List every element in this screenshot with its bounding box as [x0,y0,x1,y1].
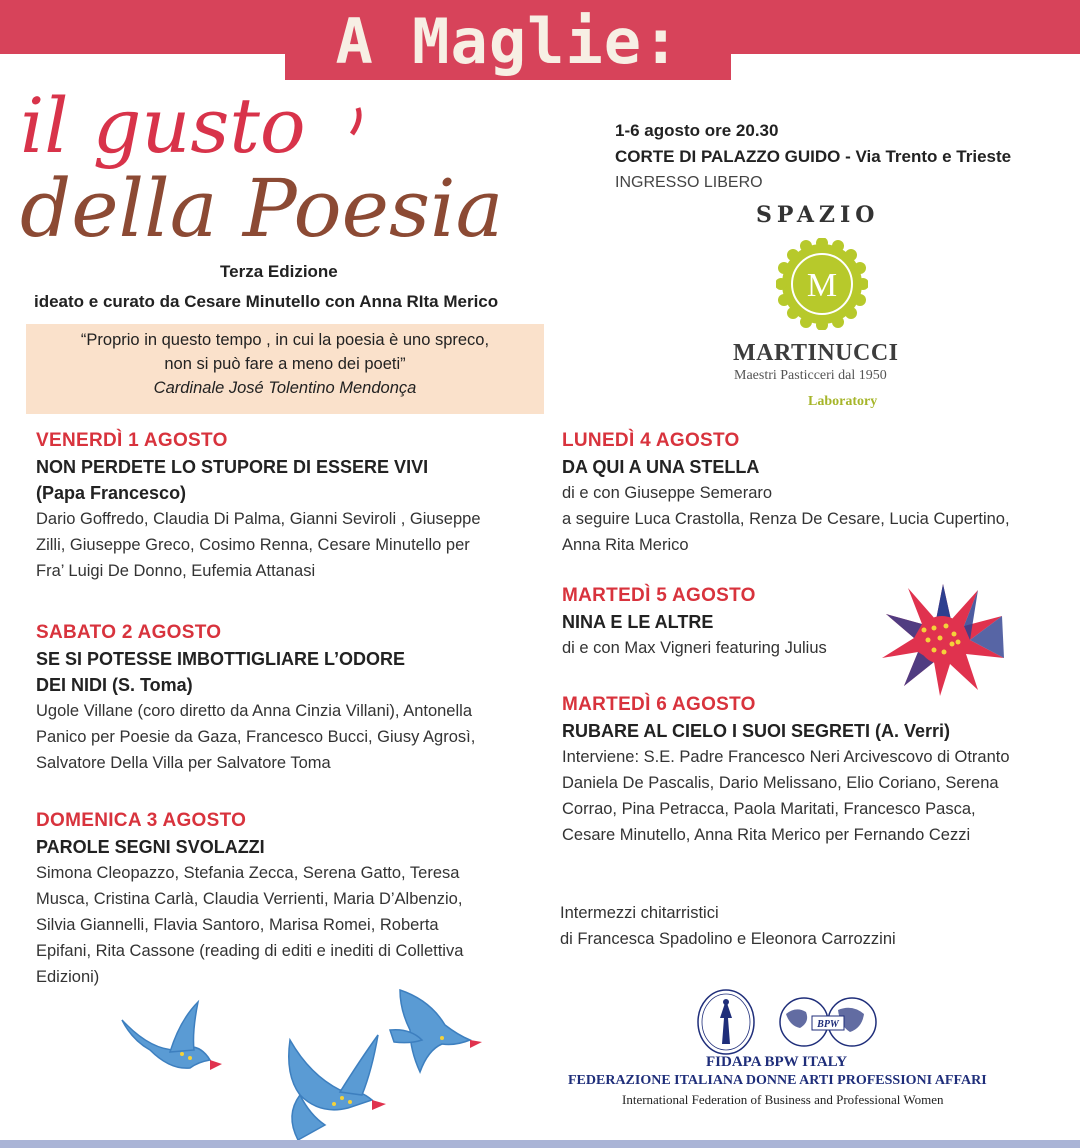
quote-author: Cardinale José Tolentino Mendonça [153,379,417,397]
event-title: SE SI POTESSE IMBOTTIGLIARE L’ODORE [36,649,406,669]
event-date: LUNEDÌ 4 AGOSTO [562,430,740,451]
event-participants: Salvatore Della Villa per Salvatore Toma [36,754,331,772]
quote-line: “Proprio in questo tempo , in cui la poesia è uno spreco, [80,331,490,349]
flower-illustration-icon [878,580,1008,698]
sponsor-laboratory: Laboratory [808,394,878,409]
festival-title-line2: della Poesia [20,162,504,255]
event-participants: Cesare Minutello, Anna Rita Merico per Fernando Cezzi [562,826,971,844]
swallows-illustration-icon [110,980,500,1145]
event-participants: Ugole Villane (coro diretto da Anna Cinzia Villani), Antonella [36,702,472,720]
festival-title [18,88,578,268]
event-day-6 [562,692,1010,848]
fidapa-emblem-icon [698,990,754,1054]
event-title: RUBARE AL CIELO I SUOI SEGRETI (A. Verri) [562,721,951,741]
intermezzi-line: Intermezzi chitarristici [560,904,719,922]
festival-title-line1: il gusto [20,88,306,170]
fidapa-name: FIDAPA BPW ITALY [706,1054,848,1070]
fidapa-international: International Federation of Business and Professional Women [622,1092,944,1107]
event-participants: a seguire Luca Crastolla, Renza De Cesare, Lucia Cupertino, [562,510,1010,528]
entry-note: INGRESSO LIBERO [615,174,763,191]
event-participants: Epifani, Rita Cassone (reading di editi e inediti di Collettiva [36,942,464,960]
event-day-3 [36,808,463,990]
event-participants: Dario Goffredo, Claudia Di Palma, Gianni Seviroli , Giuseppe [36,510,481,528]
event-date: MARTEDÌ 6 AGOSTO [562,694,756,715]
event-participants: di e con Max Vigneri featuring Julius [562,639,827,657]
event-dates: 1-6 agosto ore 20.30 [615,121,779,140]
event-participants: Panico per Poesie da Gaza, Francesco Bucci, Giusy Agrosì, [36,728,476,746]
fidapa-logos [692,988,887,1058]
martinucci-logo-icon [776,238,868,330]
curated-by: ideato e curato da Cesare Minutello con Anna RIta Merico [34,292,499,311]
event-participants: di e con Giuseppe Semeraro [562,484,773,502]
event-date: DOMENICA 3 AGOSTO [36,810,247,831]
event-participants: Edizioni) [36,968,100,986]
event-participants: Fra’ Luigi De Donno, Eufemia Attanasi [36,562,316,580]
event-title: DEI NIDI (S. Toma) [36,675,193,695]
sponsor-name: MARTINUCCI [733,340,899,366]
quote-line: non si può fare a meno dei poeti” [164,355,406,373]
event-date: VENERDÌ 1 AGOSTO [36,430,228,451]
sponsor-spazio: SPAZIO [756,202,880,228]
event-title: NINA E LE ALTRE [562,612,714,632]
intermezzi-line: di Francesca Spadolino e Eleonora Carrozzini [560,930,896,948]
fidapa-full-name: FEDERAZIONE ITALIANA DONNE ARTI PROFESSIONI AFFARI [568,1073,987,1088]
event-day-1 [36,428,481,584]
title-apostrophe [352,108,359,134]
header-title: A Maglie: [285,4,731,80]
event-participants: Anna Rita Merico [562,536,689,554]
event-info [615,118,1011,196]
event-participants: Silvia Giannelli, Flavia Santoro, Marisa Romei, Roberta [36,916,439,934]
intermezzi [560,900,896,952]
event-participants: Corrao, Pina Petracca, Paola Maritati, Francesco Pasca, [562,800,976,818]
event-day-5 [562,583,827,661]
event-day-2 [36,620,475,776]
event-title: NON PERDETE LO STUPORE DI ESSERE VIVI [36,457,429,477]
event-title: PAROLE SEGNI SVOLAZZI [36,837,265,857]
event-participants: Daniela De Pascalis, Dario Melissano, Elio Coriano, Serena [562,774,999,792]
sponsor-tagline: Maestri Pasticceri dal 1950 [734,368,887,383]
event-participants: Interviene: S.E. Padre Francesco Neri Arcivescovo di Otranto [562,748,1010,766]
bpw-badge: BPW [817,1019,839,1030]
event-venue: CORTE DI PALAZZO GUIDO - Via Trento e Trieste [615,147,1012,166]
quote-box [26,324,544,414]
event-participants: Simona Cleopazzo, Stefania Zecca, Serena Gatto, Teresa [36,864,460,882]
bpw-globe-icon [780,998,876,1046]
event-date: MARTEDÌ 5 AGOSTO [562,585,756,606]
event-participants: Zilli, Giuseppe Greco, Cosimo Renna, Cesare Minutello per [36,536,470,554]
event-title: (Papa Francesco) [36,483,187,503]
event-participants: Musca, Cristina Carlà, Claudia Verrienti, Maria D’Albenzio, [36,890,463,908]
bottom-bar [0,1140,1080,1148]
logo-letter: M [806,267,838,304]
event-title: DA QUI A UNA STELLA [562,457,760,477]
event-date: SABATO 2 AGOSTO [36,622,222,643]
edition: Terza Edizione [220,262,338,281]
event-day-4 [562,428,1010,558]
